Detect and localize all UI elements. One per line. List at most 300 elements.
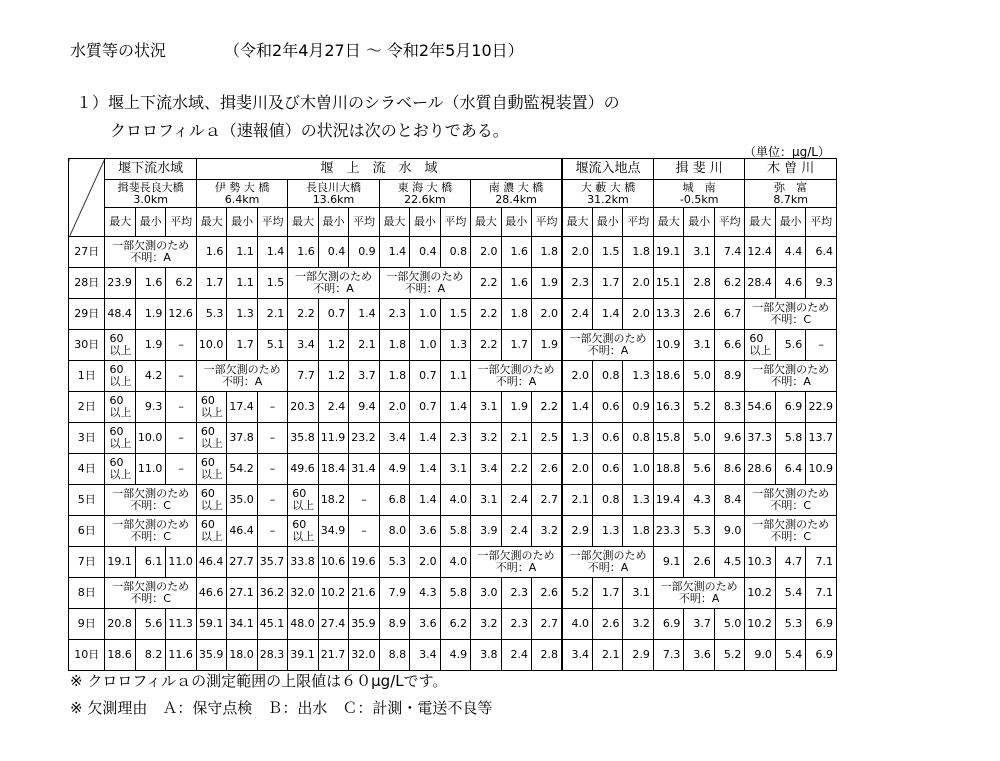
value-cell: 0.9: [623, 392, 653, 423]
value-cell: 2.4: [562, 299, 592, 330]
value-cell: 9.1: [653, 547, 683, 578]
value-cell: 1.4: [349, 299, 379, 330]
value-cell: 0.6: [592, 454, 622, 485]
value-cell: 18.6: [653, 361, 683, 392]
value-cell: 0.7: [410, 361, 440, 392]
station-name: 東 海 大 橋: [397, 180, 453, 194]
missing-note-cell: 一部欠測のため 不明：A: [745, 361, 837, 392]
value-cell: 35.9: [196, 640, 226, 671]
metric-header: 最小: [410, 208, 440, 237]
value-cell: 7.7: [288, 361, 318, 392]
value-cell: 1.2: [318, 330, 348, 361]
over-60-cell: 60 以上: [196, 423, 226, 454]
value-cell: 3.2: [471, 423, 501, 454]
value-cell: 59.1: [196, 609, 226, 640]
table-row: [69, 640, 837, 671]
value-cell: 2.6: [684, 299, 714, 330]
metric-header: 最小: [684, 208, 714, 237]
value-cell: 3.1: [684, 330, 714, 361]
value-cell: 3.4: [410, 640, 440, 671]
value-cell: 6.8: [379, 485, 409, 516]
metric-header: 平均: [806, 208, 837, 237]
value-cell: 1.7: [501, 330, 531, 361]
title-text: 水質等の状況: [70, 41, 167, 60]
value-cell: 4.2: [135, 361, 165, 392]
value-cell: 35.7: [257, 547, 287, 578]
missing-note-cell: 一部欠測のため 不明：A: [105, 237, 196, 268]
value-cell: 2.0: [379, 392, 409, 423]
value-cell: 18.8: [653, 454, 683, 485]
value-cell: 0.7: [410, 392, 440, 423]
metric-header: 最大: [288, 208, 318, 237]
value-cell: 0.7: [318, 299, 348, 330]
table-row: [69, 516, 837, 547]
value-cell: 28.3: [257, 640, 287, 671]
value-cell: 5.3: [196, 299, 226, 330]
value-cell: 5.0: [684, 423, 714, 454]
value-cell: 18.6: [105, 640, 135, 671]
metric-header: 平均: [349, 208, 379, 237]
station-km: 6.4km: [224, 192, 260, 206]
value-cell: 2.4: [501, 516, 531, 547]
value-cell: 1.5: [592, 237, 622, 268]
value-cell: 4.9: [379, 454, 409, 485]
station-name: 弥 富: [774, 180, 808, 194]
station-km: 31.2km: [587, 192, 629, 206]
value-cell: 10.9: [653, 330, 683, 361]
day-cell: 27日: [69, 237, 105, 268]
value-cell: 6.2: [166, 268, 196, 299]
na-cell: –: [806, 330, 837, 361]
metric-header: 平均: [440, 208, 470, 237]
day-cell: 2日: [69, 392, 105, 423]
station-header: [562, 180, 653, 208]
station-km: 3.0km: [133, 192, 168, 206]
station-header: [471, 180, 562, 208]
value-cell: 1.7: [592, 578, 622, 609]
value-cell: 2.5: [532, 423, 562, 454]
value-cell: 13.7: [806, 423, 837, 454]
over-60-cell: 60 以上: [105, 423, 135, 454]
value-cell: 1.9: [135, 330, 165, 361]
value-cell: 27.1: [227, 578, 257, 609]
value-cell: 1.5: [257, 268, 287, 299]
value-cell: 11.0: [135, 454, 165, 485]
na-cell: –: [257, 392, 287, 423]
metric-header: 最小: [135, 208, 165, 237]
value-cell: 28.4: [745, 268, 775, 299]
value-cell: 6.4: [775, 454, 805, 485]
value-cell: 10.2: [745, 609, 775, 640]
value-cell: 2.2: [501, 454, 531, 485]
value-cell: 32.0: [288, 578, 318, 609]
value-cell: 11.3: [166, 609, 196, 640]
value-cell: 1.9: [532, 330, 562, 361]
value-cell: 9.4: [349, 392, 379, 423]
value-cell: 5.8: [440, 578, 470, 609]
intro-line-2: クロロフィルａ（速報値）の状況は次のとおりである。: [110, 121, 509, 140]
value-cell: 32.0: [349, 640, 379, 671]
value-cell: 19.1: [105, 547, 135, 578]
header-row-stations: [69, 180, 837, 208]
value-cell: 0.8: [623, 423, 653, 454]
value-cell: 10.9: [806, 454, 837, 485]
value-cell: 3.0: [471, 578, 501, 609]
value-cell: 1.3: [562, 423, 592, 454]
value-cell: 49.6: [288, 454, 318, 485]
value-cell: 2.1: [592, 640, 622, 671]
value-cell: 6.9: [806, 640, 837, 671]
value-cell: 1.6: [288, 237, 318, 268]
na-cell: –: [166, 361, 196, 392]
value-cell: 1.3: [623, 485, 653, 516]
value-cell: 3.4: [379, 423, 409, 454]
na-cell: –: [349, 516, 379, 547]
over-60-cell: 60 以上: [196, 485, 226, 516]
metric-header: 最小: [318, 208, 348, 237]
value-cell: 1.8: [379, 330, 409, 361]
over-60-cell: 60 以上: [196, 454, 226, 485]
value-cell: 0.8: [440, 237, 470, 268]
value-cell: 7.4: [714, 237, 745, 268]
value-cell: 9.3: [135, 392, 165, 423]
value-cell: 11.0: [166, 547, 196, 578]
value-cell: 1.9: [135, 299, 165, 330]
na-cell: –: [257, 485, 287, 516]
day-cell: 6日: [69, 516, 105, 547]
value-cell: 8.9: [379, 609, 409, 640]
value-cell: 6.9: [806, 609, 837, 640]
value-cell: 5.2: [714, 640, 745, 671]
footnote-missing-reasons: ※ 欠測理由 Ａ：保守点検 Ｂ：出水 Ｃ：計測・電送不良等: [70, 699, 493, 717]
value-cell: 5.4: [775, 578, 805, 609]
value-cell: 3.7: [684, 609, 714, 640]
value-cell: 6.7: [714, 299, 745, 330]
value-cell: 1.4: [410, 485, 440, 516]
value-cell: 33.8: [288, 547, 318, 578]
station-header: [196, 180, 287, 208]
value-cell: 4.6: [775, 268, 805, 299]
value-cell: 36.2: [257, 578, 287, 609]
value-cell: 21.7: [318, 640, 348, 671]
value-cell: 4.0: [440, 547, 470, 578]
station-header: [105, 180, 196, 208]
header-row-metrics: [69, 208, 837, 237]
metric-header: 最小: [775, 208, 805, 237]
value-cell: 34.1: [227, 609, 257, 640]
value-cell: 6.1: [135, 547, 165, 578]
value-cell: 6.9: [653, 609, 683, 640]
value-cell: 1.4: [562, 392, 592, 423]
value-cell: 5.0: [684, 361, 714, 392]
value-cell: 19.4: [653, 485, 683, 516]
value-cell: 2.6: [532, 454, 562, 485]
value-cell: 8.9: [714, 361, 745, 392]
value-cell: 1.3: [592, 516, 622, 547]
missing-note-cell: 一部欠測のため 不明：A: [653, 578, 744, 609]
missing-note-cell: 一部欠測のため 不明：A: [562, 547, 653, 578]
value-cell: 5.2: [562, 578, 592, 609]
value-cell: 1.2: [318, 361, 348, 392]
unit-label: （単位：μg/L）: [744, 145, 830, 159]
value-cell: 0.9: [349, 237, 379, 268]
station-km: 13.6km: [312, 192, 355, 206]
station-name: 長良川大橋: [305, 180, 361, 194]
missing-note-cell: 一部欠測のため 不明：C: [105, 485, 196, 516]
table-row: [69, 485, 837, 516]
value-cell: 46.4: [227, 516, 257, 547]
value-cell: 7.1: [806, 547, 837, 578]
value-cell: 0.6: [592, 392, 622, 423]
table-row: [69, 392, 837, 423]
table-row: [69, 609, 837, 640]
value-cell: 3.2: [532, 516, 562, 547]
missing-note-cell: 一部欠測のため 不明：A: [471, 361, 562, 392]
missing-note-cell: 一部欠測のため 不明：C: [745, 299, 837, 330]
value-cell: 28.6: [745, 454, 775, 485]
value-cell: 2.7: [532, 609, 562, 640]
value-cell: 2.1: [257, 299, 287, 330]
value-cell: 3.1: [684, 237, 714, 268]
value-cell: 2.0: [410, 547, 440, 578]
value-cell: 2.0: [623, 268, 653, 299]
value-cell: 18.2: [318, 485, 348, 516]
value-cell: 19.1: [653, 237, 683, 268]
value-cell: 8.6: [714, 454, 745, 485]
missing-note-cell: 一部欠測のため 不明：A: [288, 268, 379, 299]
value-cell: 1.8: [501, 299, 531, 330]
value-cell: 1.0: [623, 454, 653, 485]
value-cell: 17.4: [227, 392, 257, 423]
value-cell: 5.4: [775, 640, 805, 671]
value-cell: 0.4: [410, 237, 440, 268]
value-cell: 23.9: [105, 268, 135, 299]
metric-header: 最大: [562, 208, 592, 237]
na-cell: –: [166, 330, 196, 361]
value-cell: 23.2: [349, 423, 379, 454]
value-cell: 5.1: [257, 330, 287, 361]
value-cell: 20.3: [288, 392, 318, 423]
na-cell: –: [166, 423, 196, 454]
value-cell: 8.0: [379, 516, 409, 547]
value-cell: 3.8: [471, 640, 501, 671]
over-60-cell: 60 以上: [105, 392, 135, 423]
value-cell: 3.1: [623, 578, 653, 609]
title-period: （令和2年4月27日 ～ 令和2年5月10日）: [224, 41, 524, 60]
value-cell: 31.4: [349, 454, 379, 485]
value-cell: 4.3: [684, 485, 714, 516]
value-cell: 6.4: [806, 237, 837, 268]
over-60-cell: 60 以上: [105, 330, 135, 361]
day-cell: 1日: [69, 361, 105, 392]
value-cell: 16.3: [653, 392, 683, 423]
table-row: [69, 454, 837, 485]
day-cell: 29日: [69, 299, 105, 330]
value-cell: 0.8: [592, 485, 622, 516]
value-cell: 54.2: [227, 454, 257, 485]
day-cell: 28日: [69, 268, 105, 299]
value-cell: 2.1: [562, 485, 592, 516]
value-cell: 5.8: [775, 423, 805, 454]
value-cell: 1.6: [196, 237, 226, 268]
value-cell: 3.1: [471, 392, 501, 423]
value-cell: 3.6: [410, 516, 440, 547]
value-cell: 2.0: [623, 299, 653, 330]
table-row: [69, 299, 837, 330]
table-row: [69, 361, 837, 392]
value-cell: 48.4: [105, 299, 135, 330]
metric-header: 最小: [501, 208, 531, 237]
value-cell: 2.6: [532, 578, 562, 609]
station-km: -0.5km: [679, 192, 719, 206]
value-cell: 2.2: [532, 392, 562, 423]
station-header: [653, 180, 744, 208]
value-cell: 3.4: [562, 640, 592, 671]
day-cell: 10日: [69, 640, 105, 671]
table-row: [69, 237, 837, 268]
group-header: 揖 斐 川: [653, 159, 744, 180]
value-cell: 4.0: [562, 609, 592, 640]
value-cell: 8.2: [135, 640, 165, 671]
value-cell: 9.0: [745, 640, 775, 671]
value-cell: 2.4: [501, 640, 531, 671]
value-cell: 9.6: [714, 423, 745, 454]
value-cell: 12.4: [745, 237, 775, 268]
metric-header: 最小: [592, 208, 622, 237]
group-header: 堰流入地点: [562, 159, 653, 180]
value-cell: 1.5: [440, 299, 470, 330]
value-cell: 27.4: [318, 609, 348, 640]
value-cell: 3.9: [471, 516, 501, 547]
missing-note-cell: 一部欠測のため 不明：A: [562, 330, 653, 361]
metric-header: 平均: [166, 208, 196, 237]
day-cell: 7日: [69, 547, 105, 578]
value-cell: 7.3: [653, 640, 683, 671]
value-cell: 2.2: [471, 299, 501, 330]
value-cell: 5.3: [379, 547, 409, 578]
over-60-cell: 60 以上: [105, 361, 135, 392]
footnote-range: ※ クロロフィルａの測定範囲の上限値は６０μg/Lです。: [70, 672, 448, 690]
metric-header: 最小: [227, 208, 257, 237]
value-cell: 2.0: [532, 299, 562, 330]
value-cell: 1.9: [501, 392, 531, 423]
value-cell: 2.3: [501, 578, 531, 609]
over-60-cell: 60 以上: [288, 516, 318, 547]
value-cell: 4.4: [775, 237, 805, 268]
value-cell: 1.8: [623, 516, 653, 547]
value-cell: 27.7: [227, 547, 257, 578]
value-cell: 9.0: [714, 516, 745, 547]
value-cell: 11.9: [318, 423, 348, 454]
value-cell: 3.4: [471, 454, 501, 485]
value-cell: 23.3: [653, 516, 683, 547]
value-cell: 9.3: [806, 268, 837, 299]
value-cell: 2.9: [562, 516, 592, 547]
metric-header: 最大: [471, 208, 501, 237]
value-cell: 10.3: [745, 547, 775, 578]
value-cell: 0.6: [592, 423, 622, 454]
value-cell: 2.7: [532, 485, 562, 516]
station-name: 伊 勢 大 橋: [214, 180, 270, 194]
value-cell: 6.2: [714, 268, 745, 299]
value-cell: 2.1: [501, 423, 531, 454]
value-cell: 3.6: [684, 640, 714, 671]
value-cell: 2.8: [684, 268, 714, 299]
value-cell: 1.6: [501, 268, 531, 299]
station-header: [379, 180, 470, 208]
day-cell: 4日: [69, 454, 105, 485]
value-cell: 2.2: [288, 299, 318, 330]
value-cell: 5.8: [440, 516, 470, 547]
over-60-cell: 60 以上: [196, 516, 226, 547]
value-cell: 3.7: [349, 361, 379, 392]
value-cell: 1.8: [379, 361, 409, 392]
day-cell: 30日: [69, 330, 105, 361]
missing-note-cell: 一部欠測のため 不明：C: [745, 485, 837, 516]
value-cell: 10.6: [318, 547, 348, 578]
value-cell: 35.8: [288, 423, 318, 454]
value-cell: 8.3: [714, 392, 745, 423]
metric-header: 最大: [379, 208, 409, 237]
value-cell: 1.3: [440, 330, 470, 361]
value-cell: 39.1: [288, 640, 318, 671]
missing-note-cell: 一部欠測のため 不明：C: [105, 578, 196, 609]
value-cell: 2.0: [562, 454, 592, 485]
over-60-cell: 60 以上: [196, 392, 226, 423]
value-cell: 2.6: [684, 547, 714, 578]
value-cell: 2.4: [318, 392, 348, 423]
value-cell: 21.6: [349, 578, 379, 609]
value-cell: 45.1: [257, 609, 287, 640]
value-cell: 3.2: [623, 609, 653, 640]
value-cell: 8.4: [714, 485, 745, 516]
value-cell: 10.2: [318, 578, 348, 609]
day-cell: 3日: [69, 423, 105, 454]
metric-header: 平均: [532, 208, 562, 237]
value-cell: 18.0: [227, 640, 257, 671]
value-cell: 6.6: [714, 330, 745, 361]
missing-note-cell: 一部欠測のため 不明：A: [379, 268, 470, 299]
value-cell: 1.4: [379, 237, 409, 268]
value-cell: 10.0: [135, 423, 165, 454]
station-name: 大 藪 大 橋: [580, 180, 636, 194]
metric-header: 最大: [105, 208, 135, 237]
group-header: 堰 上 流 水 域: [196, 159, 562, 180]
na-cell: –: [257, 423, 287, 454]
value-cell: 1.0: [410, 299, 440, 330]
group-header: 木 曽 川: [745, 159, 837, 180]
metric-header: 最大: [196, 208, 226, 237]
value-cell: 1.3: [623, 361, 653, 392]
metric-header: 平均: [623, 208, 653, 237]
value-cell: 1.4: [410, 454, 440, 485]
station-km: 22.6km: [404, 192, 446, 206]
value-cell: 3.1: [471, 485, 501, 516]
value-cell: 1.4: [592, 299, 622, 330]
table-row: [69, 330, 837, 361]
value-cell: 5.6: [135, 609, 165, 640]
value-cell: 54.6: [745, 392, 775, 423]
value-cell: 7.9: [379, 578, 409, 609]
value-cell: 2.0: [562, 361, 592, 392]
missing-note-cell: 一部欠測のため 不明：C: [745, 516, 837, 547]
value-cell: 2.9: [623, 640, 653, 671]
value-cell: 1.1: [440, 361, 470, 392]
table-row: [69, 547, 837, 578]
value-cell: 1.0: [410, 330, 440, 361]
value-cell: 2.1: [349, 330, 379, 361]
over-60-cell: 60 以上: [288, 485, 318, 516]
